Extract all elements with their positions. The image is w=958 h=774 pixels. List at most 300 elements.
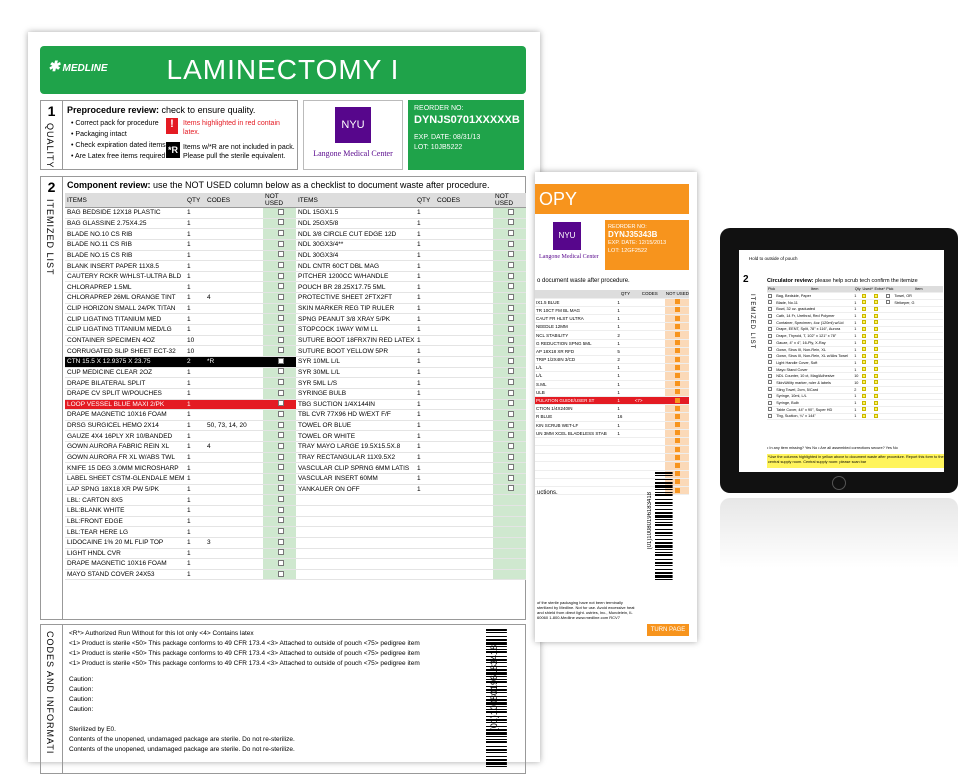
pick-checkbox[interactable] [768, 354, 772, 358]
table-row [65, 388, 296, 399]
table-row [296, 431, 526, 442]
not-used-checkbox[interactable] [675, 307, 680, 312]
tablet-footer: *Use the columns highlighted in yellow above to document waste after procedure. Report this form to the central supply room. Central supply room: please scan bar [767, 454, 944, 468]
not-used-checkbox[interactable] [278, 337, 284, 343]
not-used-cell [665, 388, 689, 396]
not-used-checkbox[interactable] [675, 422, 680, 427]
cell-qty: 1 [415, 271, 435, 282]
not-used-cell [493, 325, 526, 336]
cell-codes [205, 229, 263, 240]
table-row [535, 339, 689, 347]
not-used-cell [665, 364, 689, 372]
pick-cell [767, 346, 775, 353]
reorder-label: REORDER NO: [414, 105, 464, 112]
not-used-checkbox[interactable] [508, 273, 514, 279]
used-checkbox[interactable] [862, 354, 866, 358]
cell-qty: 1 [185, 516, 205, 527]
not-used-checkbox[interactable] [508, 411, 514, 417]
table-row [767, 380, 943, 387]
extra-checkbox[interactable] [874, 347, 878, 351]
not-used-checkbox[interactable] [278, 549, 284, 555]
extra-checkbox[interactable] [874, 387, 878, 391]
not-used-checkbox[interactable] [278, 411, 284, 417]
cell-item: IX1.5 BLUE [535, 298, 616, 306]
extra-checkbox[interactable] [874, 300, 878, 304]
table-row [296, 325, 526, 336]
cell-item: Gauze, 4" x 4", 16-Ply, X-Ray [775, 340, 853, 347]
cell-item: L/L [535, 372, 616, 380]
table-row [767, 366, 943, 373]
pick-checkbox[interactable] [768, 360, 772, 364]
cell-item: NDL 15GX1.5 [296, 208, 415, 219]
pick-checkbox[interactable] [768, 307, 772, 311]
not-used-checkbox[interactable] [508, 422, 514, 428]
pick-checkbox[interactable] [768, 314, 772, 318]
not-used-cell [263, 559, 296, 570]
not-used-checkbox[interactable] [278, 251, 284, 257]
pick-checkbox[interactable] [768, 327, 772, 331]
section-number: 1 [47, 103, 56, 119]
table-row [296, 208, 526, 219]
not-used-checkbox[interactable] [278, 219, 284, 225]
not-used-checkbox[interactable] [508, 294, 514, 300]
table-row [296, 250, 526, 261]
items-table-right [296, 193, 526, 580]
used-checkbox[interactable] [862, 360, 866, 364]
cell-qty: 1 [415, 452, 435, 463]
pick-checkbox[interactable] [768, 414, 772, 418]
cell-item: TRAY MAYO LARGE 19.5X15.5X.8 [296, 442, 415, 453]
reorder-number: DYNJS0701XXXXXB [414, 114, 520, 126]
cell-item: TR 10CT FM BL MAG [535, 306, 616, 314]
r-symbol-text: Items w/*R are not included in pack. Please pull the sterile equivalent. [183, 144, 295, 160]
cell-item: VASCULAR INSERT 60MM [296, 474, 415, 485]
not-used-cell [263, 495, 296, 506]
extra-cell [873, 406, 885, 413]
cell-item: BAG GLASSINE 2.75X4.25 [65, 218, 185, 229]
used-checkbox[interactable] [862, 334, 866, 338]
table-row [296, 452, 526, 463]
extra-checkbox[interactable] [874, 334, 878, 338]
cell-item: SYR 5ML L/S [296, 378, 415, 389]
used-checkbox[interactable] [862, 387, 866, 391]
used-checkbox[interactable] [862, 394, 866, 398]
table-row [65, 239, 296, 250]
cell-qty: 1 [415, 463, 435, 474]
extra-checkbox[interactable] [874, 394, 878, 398]
used-checkbox[interactable] [862, 340, 866, 344]
second-items-table: QTY CODES NOT USED IX1.5 BLUE 1 TR 10CT FM BL MAG 1 CAUT FR HLST ULTRA 1 NEEDLE 12MM 1 NCL STABILITY 2 G REDUCTION SPNG 5ML 1 AP 18X18 XR RFD 5 TRIP 1/2X4IN 3/CD 2 L/L 1 L/L 1 S.ML 1 ULB 1 PULATION GUIDE/USER ST 1 <7> CTION 1/4X240IN 1 R BLUE 16 KIN SCRUB WET-LF 1 UN 3MM XCEL BLADELESS STAB 1 [535, 290, 689, 495]
not-used-checkbox[interactable] [675, 365, 680, 370]
not-used-checkbox[interactable] [278, 209, 284, 215]
not-used-checkbox[interactable] [278, 422, 284, 428]
table-row [767, 319, 943, 326]
used-checkbox[interactable] [862, 367, 866, 371]
not-used-checkbox[interactable] [508, 464, 514, 470]
cell-qty: 1 [616, 315, 633, 323]
not-used-checkbox[interactable] [278, 539, 284, 545]
not-used-checkbox[interactable] [675, 430, 680, 435]
not-used-checkbox[interactable] [278, 432, 284, 438]
cell-item: G REDUCTION SPNG 5ML [535, 339, 616, 347]
section-label: QUALITY [45, 123, 55, 169]
pick2-cell [885, 306, 893, 313]
not-used-checkbox[interactable] [508, 475, 514, 481]
table-row [296, 505, 526, 516]
not-used-cell [493, 367, 526, 378]
not-used-cell [493, 378, 526, 389]
not-used-checkbox[interactable] [278, 326, 284, 332]
not-used-checkbox[interactable] [675, 357, 680, 362]
extra-checkbox[interactable] [874, 320, 878, 324]
not-used-checkbox[interactable] [278, 517, 284, 523]
extra-checkbox[interactable] [874, 294, 878, 298]
not-used-checkbox[interactable] [278, 358, 284, 364]
table-row [296, 569, 526, 580]
extra-checkbox[interactable] [874, 380, 878, 384]
pick-checkbox[interactable] [768, 407, 772, 411]
not-used-checkbox[interactable] [278, 347, 284, 353]
extra-checkbox[interactable] [874, 401, 878, 405]
cell-codes [634, 347, 665, 355]
cell-codes [435, 239, 493, 250]
table-row [535, 323, 689, 331]
not-used-checkbox[interactable] [508, 432, 514, 438]
cell-codes [435, 229, 493, 240]
used-checkbox[interactable] [862, 314, 866, 318]
extra-checkbox[interactable] [874, 314, 878, 318]
not-used-checkbox[interactable] [508, 485, 514, 491]
pick2-cell [885, 346, 893, 353]
used-checkbox[interactable] [862, 374, 866, 378]
table-row [296, 527, 526, 538]
reorder-box [408, 100, 524, 170]
not-used-checkbox[interactable] [278, 464, 284, 470]
not-used-cell [665, 372, 689, 380]
not-used-cell [263, 378, 296, 389]
not-used-checkbox[interactable] [675, 463, 680, 468]
table-row [535, 396, 689, 404]
cell-item: DRAPE BILATERAL SPLIT [65, 378, 185, 389]
not-used-checkbox[interactable] [508, 454, 514, 460]
not-used-cell [493, 261, 526, 272]
cell-qty: 1 [185, 271, 205, 282]
not-used-cell [493, 356, 526, 367]
pick-checkbox[interactable] [768, 387, 772, 391]
cell-qty: 10 [853, 380, 861, 387]
not-used-checkbox[interactable] [508, 241, 514, 247]
not-used-checkbox[interactable] [675, 447, 680, 452]
pick-checkbox[interactable] [768, 401, 772, 405]
table-row [296, 282, 526, 293]
tablet-device [720, 228, 958, 493]
cell-codes [435, 569, 493, 580]
not-used-checkbox[interactable] [278, 571, 284, 577]
not-used-cell [493, 463, 526, 474]
cell-item: Skin/Utility marker, ruler & labels [775, 380, 853, 387]
extra-cell [873, 346, 885, 353]
not-used-cell [665, 396, 689, 404]
cell-qty: 1 [415, 367, 435, 378]
pick-checkbox[interactable] [768, 374, 772, 378]
not-used-checkbox[interactable] [278, 230, 284, 236]
not-used-checkbox[interactable] [278, 294, 284, 300]
cell-codes [634, 462, 665, 470]
table-row [65, 378, 296, 389]
not-used-cell [493, 282, 526, 293]
extra-checkbox[interactable] [874, 307, 878, 311]
not-used-cell [665, 462, 689, 470]
cell-codes [634, 315, 665, 323]
pick-checkbox[interactable] [886, 300, 890, 304]
cell-codes [435, 378, 493, 389]
extra-checkbox[interactable] [874, 340, 878, 344]
items-table-left [65, 193, 296, 580]
cell-codes [205, 410, 263, 421]
cell-qty: 1 [616, 388, 633, 396]
not-used-cell [493, 516, 526, 527]
not-used-checkbox[interactable] [508, 326, 514, 332]
not-used-checkbox[interactable] [278, 507, 284, 513]
table-row [296, 261, 526, 272]
table-row [65, 250, 296, 261]
section-label: ITEMIZED LIST [45, 199, 55, 276]
not-used-cell [263, 527, 296, 538]
used-cell [861, 373, 873, 380]
pick-cell [767, 400, 775, 407]
table-row [65, 431, 296, 442]
not-used-cell [263, 516, 296, 527]
extra-checkbox[interactable] [874, 354, 878, 358]
used-checkbox[interactable] [862, 294, 866, 298]
not-used-checkbox[interactable] [508, 230, 514, 236]
not-used-checkbox[interactable] [278, 475, 284, 481]
not-used-cell [665, 323, 689, 331]
table-row [65, 218, 296, 229]
not-used-cell [263, 399, 296, 410]
not-used-checkbox[interactable] [675, 381, 680, 386]
cell-item [296, 569, 415, 580]
not-used-checkbox[interactable] [675, 389, 680, 394]
tablet-reflection [720, 498, 958, 568]
not-used-checkbox[interactable] [278, 241, 284, 247]
used-checkbox[interactable] [862, 300, 866, 304]
cell-item: LABEL SHEET CSTM-GLENDALE MEM [67, 475, 185, 483]
pick-checkbox[interactable] [768, 294, 772, 298]
used-checkbox[interactable] [862, 380, 866, 384]
not-used-checkbox[interactable] [508, 347, 514, 353]
used-checkbox[interactable] [862, 320, 866, 324]
not-used-cell [263, 271, 296, 282]
nyu-torch-logo: NYU [553, 222, 581, 250]
extra-checkbox[interactable] [874, 407, 878, 411]
not-used-checkbox[interactable] [508, 219, 514, 225]
not-used-checkbox[interactable] [508, 400, 514, 406]
pick-checkbox[interactable] [768, 320, 772, 324]
not-used-checkbox[interactable] [508, 358, 514, 364]
not-used-checkbox[interactable] [278, 379, 284, 385]
cell-qty: 1 [853, 346, 861, 353]
codes-legend: <R*> Authorized Run Without for this lot only <4> Contains latex <1> Product is sterile <50> This package conforms to 49 CFR 173.4 <3> Attached to outside of pouch <75> pedigree item <1> Product is sterile <50> This package conforms to 49 CFR 173.4 <3> Attached to outside of pouch <75> pedigree item <1> Product is sterile <50> This package conforms to 49 CFR 173.4 <3> Attached to outside of pouch <75> pedigree item [69, 630, 420, 667]
table-row [65, 452, 296, 463]
not-used-checkbox[interactable] [508, 305, 514, 311]
not-used-checkbox[interactable] [675, 332, 680, 337]
not-used-cell [493, 218, 526, 229]
not-used-checkbox[interactable] [675, 398, 680, 403]
cell-item: TOWEL OR BLUE [296, 420, 415, 431]
pick-checkbox[interactable] [886, 294, 890, 298]
not-used-checkbox[interactable] [675, 299, 680, 304]
used-checkbox[interactable] [862, 401, 866, 405]
not-used-checkbox[interactable] [278, 400, 284, 406]
extra-checkbox[interactable] [874, 327, 878, 331]
table-row [65, 548, 296, 559]
cell-codes [435, 505, 493, 516]
not-used-checkbox[interactable] [508, 337, 514, 343]
cell-item: UN 3MM XCEL BLADELESS STAB [535, 429, 616, 437]
cell-qty: 1 [616, 429, 633, 437]
not-used-checkbox[interactable] [278, 315, 284, 321]
used-checkbox[interactable] [862, 327, 866, 331]
table-row [296, 367, 526, 378]
not-used-checkbox[interactable] [675, 438, 680, 443]
col-not-used: NOT USED [493, 193, 526, 208]
not-used-cell [263, 282, 296, 293]
not-used-cell [263, 314, 296, 325]
used-checkbox[interactable] [862, 407, 866, 411]
not-used-checkbox[interactable] [278, 454, 284, 460]
not-used-checkbox[interactable] [675, 455, 680, 460]
not-used-checkbox[interactable] [278, 368, 284, 374]
not-used-checkbox[interactable] [508, 262, 514, 268]
not-used-checkbox[interactable] [278, 305, 284, 311]
not-used-checkbox[interactable] [508, 209, 514, 215]
cell-item: S.ML [535, 380, 616, 388]
cell-item: NCL STABILITY [535, 331, 616, 339]
cell-codes [435, 410, 493, 421]
extra-cell [873, 326, 885, 333]
cell-codes [205, 559, 263, 570]
cell-codes [205, 452, 263, 463]
used-checkbox[interactable] [862, 414, 866, 418]
pick-checkbox[interactable] [768, 300, 772, 304]
not-used-checkbox[interactable] [675, 340, 680, 345]
cell-codes: <7> [634, 396, 665, 404]
not-used-cell [263, 218, 296, 229]
used-checkbox[interactable] [862, 307, 866, 311]
not-used-checkbox[interactable] [508, 315, 514, 321]
extra-cell [873, 360, 885, 367]
pick-checkbox[interactable] [768, 334, 772, 338]
cell-codes: 4 [205, 442, 263, 453]
cell-item: Cath, 14 Fr, Urethral, Red Polymer [775, 313, 853, 320]
not-used-checkbox[interactable] [675, 348, 680, 353]
extra-checkbox[interactable] [874, 360, 878, 364]
turn-page-button[interactable]: TURN PAGE [647, 624, 689, 636]
cell-codes [435, 303, 493, 314]
second-caption: o document waste after procedure. [537, 278, 630, 284]
extra-checkbox[interactable] [874, 414, 878, 418]
cell-qty [616, 437, 633, 445]
cell-qty [616, 478, 633, 486]
cell-qty: 1 [853, 293, 861, 300]
extra-checkbox[interactable] [874, 367, 878, 371]
cell-qty: 1 [185, 537, 205, 548]
pick-checkbox[interactable] [768, 367, 772, 371]
cell-codes [634, 380, 665, 388]
used-checkbox[interactable] [862, 347, 866, 351]
not-used-checkbox[interactable] [508, 283, 514, 289]
not-used-checkbox[interactable] [278, 560, 284, 566]
not-used-checkbox[interactable] [278, 443, 284, 449]
table-row [535, 405, 689, 413]
cell-item: KNIFE 15 DEG 3.0MM MICROSHARP [65, 463, 185, 474]
not-used-checkbox[interactable] [508, 368, 514, 374]
not-used-checkbox[interactable] [278, 390, 284, 396]
extra-cell [873, 340, 885, 347]
component-review-heading: Component review: use the NOT USED column below as a checklist to document waste after procedure. [67, 180, 490, 190]
cell-item: TOWEL OR WHITE [296, 431, 415, 442]
cell-qty: 1 [853, 326, 861, 333]
pick-checkbox[interactable] [768, 380, 772, 384]
not-used-checkbox[interactable] [675, 414, 680, 419]
cell-qty: 1 [415, 208, 435, 219]
cell-item: Blade, No.11 [775, 299, 853, 306]
cell-item: LBL:BLANK WHITE [65, 505, 185, 516]
pick-checkbox[interactable] [768, 340, 772, 344]
cell-item [535, 437, 616, 445]
cell-codes [435, 208, 493, 219]
pick2-cell [885, 413, 893, 420]
cell-item: CUP MEDICINE CLEAR 2OZ [65, 367, 185, 378]
not-used-checkbox[interactable] [278, 528, 284, 534]
sheet-title: LAMINECTOMY I [166, 54, 400, 85]
table-row [65, 303, 296, 314]
table-row [296, 495, 526, 506]
table-row [65, 559, 296, 570]
not-used-checkbox[interactable] [508, 390, 514, 396]
not-used-checkbox[interactable] [278, 496, 284, 502]
not-used-checkbox[interactable] [675, 316, 680, 321]
not-used-checkbox[interactable] [278, 273, 284, 279]
not-used-checkbox[interactable] [508, 443, 514, 449]
not-used-checkbox[interactable] [675, 373, 680, 378]
not-used-checkbox[interactable] [508, 379, 514, 385]
cell-codes [435, 356, 493, 367]
pick-cell [767, 299, 775, 306]
pick-checkbox[interactable] [768, 394, 772, 398]
cell-item2 [893, 400, 943, 407]
pick-checkbox[interactable] [768, 347, 772, 351]
cell-item [296, 537, 415, 548]
extra-checkbox[interactable] [874, 374, 878, 378]
not-used-checkbox[interactable] [675, 324, 680, 329]
cell-codes [435, 442, 493, 453]
cell-qty: 1 [185, 442, 205, 453]
table-row [767, 313, 943, 320]
used-cell [861, 386, 873, 393]
cell-codes [205, 474, 263, 485]
not-used-checkbox[interactable] [278, 283, 284, 289]
table-row [535, 462, 689, 470]
cell-codes [435, 559, 493, 570]
not-used-checkbox[interactable] [675, 406, 680, 411]
not-used-checkbox[interactable] [508, 251, 514, 257]
table-row [535, 446, 689, 454]
not-used-checkbox[interactable] [278, 485, 284, 491]
not-used-checkbox[interactable] [278, 262, 284, 268]
home-button[interactable] [832, 476, 846, 490]
